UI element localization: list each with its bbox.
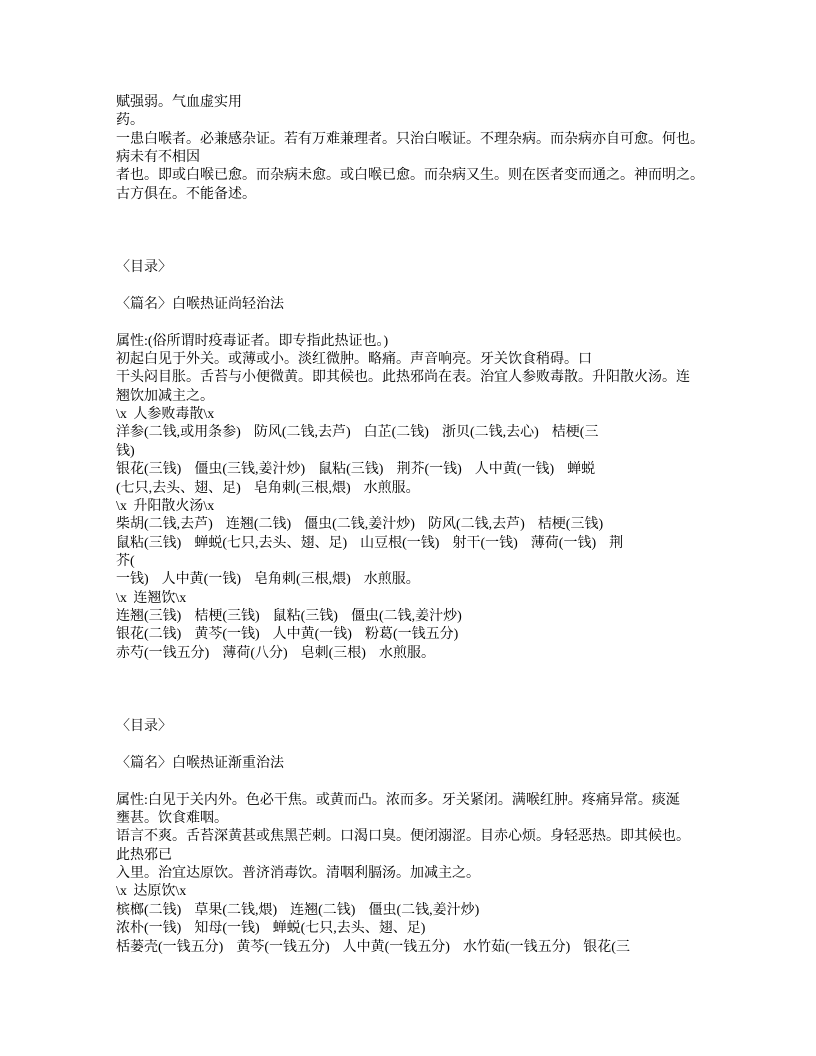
text-line [116, 223, 776, 241]
text-line: 古方俱在。不能备述。 [116, 186, 256, 202]
text-line: 栝蒌壳(一钱五分) 黄芩(一钱五分) 人中黄(一钱五分) 水竹茹(一钱五分) 银花(三 [116, 939, 630, 955]
text-line: 银花(二钱) 黄芩(一钱) 人中黄(一钱) 粉葛(一钱五分) [116, 627, 459, 643]
text-line: 语言不爽。舌苔深黄甚或焦黑芒刺。口渴口臭。便闭溺涩。目赤心烦。身轻恶热。即其候也。 [116, 829, 690, 845]
text-line: 赋强弱。气血虚实用 [116, 95, 242, 110]
text-line [116, 241, 776, 259]
text-line [116, 204, 776, 222]
text-line: \x 达原饮\x [116, 884, 187, 900]
text-line: 浓朴(一钱) 知母(一钱) 蝉蜕(七只,去头、翅、足) [116, 921, 426, 937]
text-line: 鼠粘(三钱) 蝉蜕(七只,去头、翅、足) 山豆根(一钱) 射干(一钱) 薄荷(一钱) 荆 [116, 535, 624, 551]
text-line: 银花(三钱) 僵虫(三钱,姜汁炒) 鼠粘(三钱) 荆芥(一钱) 人中黄(一钱) 蝉蜕 [116, 462, 596, 478]
text-line: 者也。即或白喉已愈。而杂病未愈。或白喉已愈。而杂病又生。则在医者变而通之。神而明之。 [116, 168, 704, 184]
text-line: 翘饮加减主之。 [116, 388, 214, 404]
text-line: 药。 [116, 113, 144, 129]
text-line: 柴胡(二钱,去芦) 连翘(二钱) 僵虫(二钱,姜汁炒) 防风(二钱,去芦) 桔梗(三钱) [116, 517, 604, 533]
text-line: 一患白喉者。必兼感杂证。若有万难兼理者。只治白喉证。不理杂病。而杂病亦自可愈。何也。 [116, 131, 704, 147]
text-line [116, 700, 776, 718]
text-line: 〈目录〉 [116, 260, 172, 276]
text-line: 槟榔(二钱) 草果(二钱,煨) 连翘(二钱) 僵虫(二钱,姜汁炒) [116, 902, 480, 918]
text-line: 〈篇名〉白喉热证尚轻治法 [116, 296, 284, 312]
text-line [116, 737, 776, 755]
text-line: 〈篇名〉白喉热证渐重治法 [116, 755, 284, 771]
text-line: 此热邪已 [116, 847, 172, 863]
text-line: 连翘(三钱) 桔梗(三钱) 鼠粘(三钱) 僵虫(二钱,姜汁炒) [116, 609, 462, 625]
text-line: 芥( [116, 553, 135, 569]
text-line: 属性:(俗所谓时疫毒证者。即专指此热证也。) [116, 333, 389, 349]
text-line: 初起白见于外关。或薄或小。淡红微肿。略痛。声音响亮。牙关饮食稍碍。口 [116, 352, 592, 368]
text-line: 病未有不相因 [116, 150, 200, 166]
text-line: 洋参(二钱,或用条参) 防风(二钱,去芦) 白芷(二钱) 浙贝(二钱,去心) 桔梗(三 [116, 425, 599, 441]
text-line [116, 773, 776, 791]
text-line: (七只,去头、翅、足) 皂角刺(三根,煨) 水煎服。 [116, 480, 420, 496]
text-line [116, 314, 776, 332]
text-line [116, 278, 776, 296]
text-line: 干头闷目胀。舌苔与小便微黄。即其候也。此热邪尚在表。治宜人参败毒散。升阳散火汤。连 [116, 370, 690, 386]
document-text [116, 94, 776, 957]
text-line: \x 升阳散火汤\x [116, 498, 215, 514]
text-line: 壅甚。饮食难咽。 [116, 811, 228, 827]
text-line: 〈目录〉 [116, 719, 172, 735]
text-line: 入里。治宜达原饮。普济消毒饮。清咽利膈汤。加减主之。 [116, 866, 480, 882]
text-line [116, 663, 776, 681]
text-line: \x 人参败毒散\x [116, 407, 215, 423]
text-line: 一钱) 人中黄(一钱) 皂角刺(三根,煨) 水煎服。 [116, 572, 420, 588]
text-line [116, 682, 776, 700]
text-line: 赤芍(一钱五分) 薄荷(八分) 皂刺(三根) 水煎服。 [116, 645, 435, 661]
text-line: \x 连翘饮\x [116, 590, 187, 606]
text-line: 钱) [116, 443, 135, 459]
text-line: 属性:白见于关内外。色必干焦。或黄而凸。浓而多。牙关紧闭。满喉红肿。疼痛异常。痰涎 [116, 792, 680, 808]
